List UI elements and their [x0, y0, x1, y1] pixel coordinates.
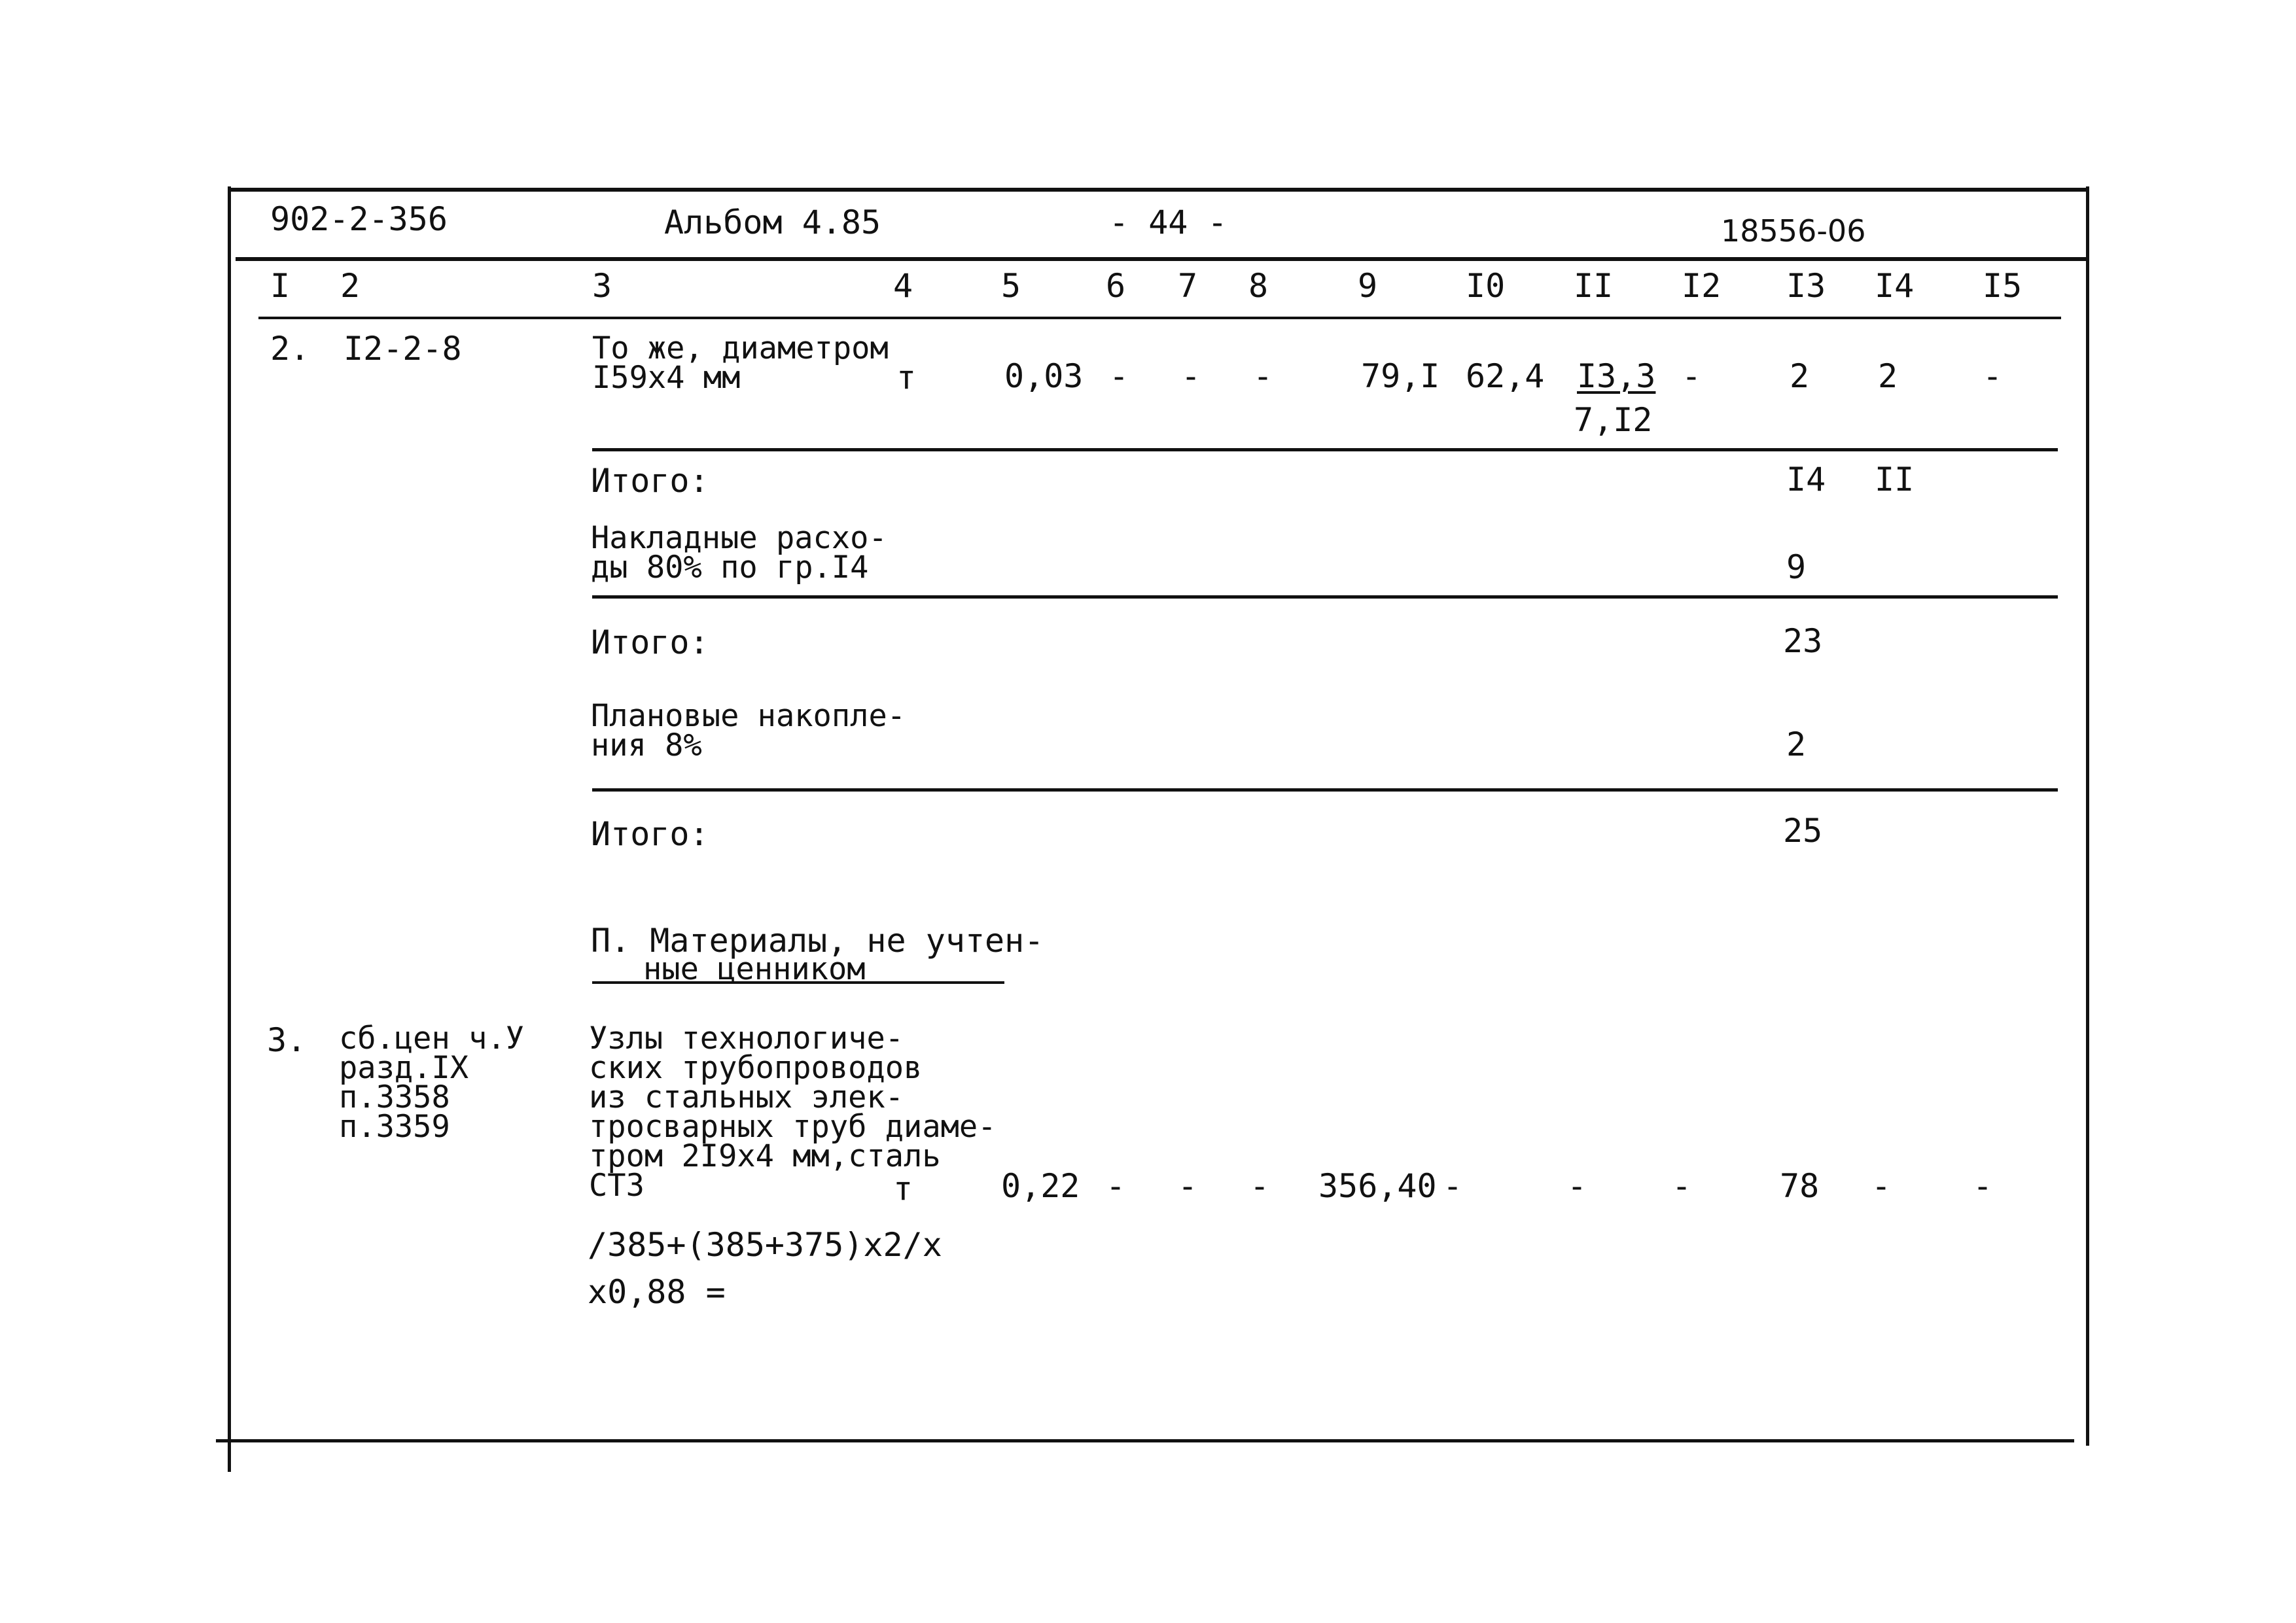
column-header: 9	[1358, 267, 1378, 305]
col15-value: -	[1983, 357, 2003, 395]
section-heading: П. Материалы, не учтен-	[591, 922, 1044, 960]
quantity: 0,03	[1004, 357, 1084, 395]
total-label: Итого:	[591, 815, 709, 853]
total-label: Итого:	[591, 623, 709, 661]
row-separator	[592, 448, 2058, 451]
column-header: I0	[1466, 267, 1506, 305]
col9-value: 79,I	[1361, 357, 1440, 395]
overhead-label: Накладные расхо- ды 80% по гр.I4	[591, 520, 887, 585]
column-header: 2	[340, 267, 361, 305]
col13-value: 78	[1780, 1167, 1820, 1205]
col12-value: -	[1682, 357, 1702, 395]
total-col13: 25	[1783, 812, 1823, 850]
total-col14: II	[1875, 461, 1915, 498]
overhead-col13: 9	[1786, 548, 1807, 586]
col10-value: -	[1443, 1167, 1463, 1205]
col6-value: -	[1106, 1167, 1126, 1205]
column-header: 3	[592, 267, 612, 305]
col15-value: -	[1973, 1167, 1993, 1205]
item-description: То же, диаметром I59х4 мм	[592, 330, 889, 396]
total-col13: I4	[1786, 461, 1826, 498]
col11-value-bottom: 7,I2	[1574, 401, 1653, 439]
col12-value: -	[1672, 1167, 1692, 1205]
column-header: 7	[1178, 267, 1198, 305]
item-description: Узлы технологиче- ских трубопроводов из стальных элек- тросварных труб диаме- тром 2I9х4 мм,сталь СТ3	[589, 1021, 997, 1204]
frame-bottom-border	[216, 1439, 2074, 1442]
column-header: 6	[1106, 267, 1126, 305]
frame-left-border	[228, 186, 231, 1472]
project-number: 902-2-356	[270, 200, 448, 238]
quantity: 0,22	[1001, 1167, 1080, 1205]
col6-value: -	[1109, 357, 1129, 395]
col14-value: -	[1871, 1167, 1892, 1205]
column-header: 8	[1248, 267, 1269, 305]
price-code: сб.цен ч.У разд.IX п.3358 п.3359	[339, 1021, 524, 1145]
col10-value: 62,4	[1466, 357, 1545, 395]
price-formula: /385+(385+375)х2/х	[588, 1226, 942, 1264]
col11-value-top: I3,3	[1577, 357, 1656, 395]
stamp-number: 18556-06	[1721, 213, 1866, 249]
price-formula-continued: х0,88 =	[588, 1273, 726, 1311]
frame-right-border	[2086, 186, 2089, 1446]
col13-value: 2	[1790, 357, 1810, 395]
row-number: 2.	[270, 330, 310, 368]
column-header: I	[270, 267, 291, 305]
unit: т	[896, 358, 917, 396]
planned-savings-col13: 2	[1786, 725, 1807, 763]
col8-value: -	[1253, 357, 1273, 395]
column-header: I2	[1682, 267, 1722, 305]
column-header: II	[1574, 267, 1614, 305]
col11-value: -	[1567, 1167, 1587, 1205]
column-header: 5	[1001, 267, 1021, 305]
frame-top-border	[229, 188, 2087, 192]
row-separator	[592, 788, 2058, 792]
row-separator	[592, 595, 2058, 599]
column-header: 4	[893, 267, 913, 305]
col7-value: -	[1178, 1167, 1198, 1205]
header-rule	[236, 257, 2089, 261]
total-col13: 23	[1783, 622, 1823, 660]
section-heading-continued: ные ценником	[643, 951, 866, 987]
col7-value: -	[1181, 357, 1201, 395]
col14-value: 2	[1878, 357, 1898, 395]
column-header: I4	[1875, 267, 1915, 305]
column-header: I5	[1983, 267, 2022, 305]
col9-value: 356,40	[1318, 1167, 1437, 1205]
planned-savings-label: Плановые накопле- ния 8%	[591, 698, 906, 763]
unit: т	[893, 1170, 913, 1208]
row-number: 3.	[267, 1021, 307, 1059]
album-label: Альбом 4.85	[664, 203, 881, 241]
page-number: - 44 -	[1109, 203, 1227, 241]
price-code: I2-2-8	[344, 330, 462, 368]
total-label: Итого:	[591, 462, 709, 500]
column-header: I3	[1786, 267, 1826, 305]
col8-value: -	[1250, 1167, 1270, 1205]
column-header-rule	[258, 317, 2061, 319]
